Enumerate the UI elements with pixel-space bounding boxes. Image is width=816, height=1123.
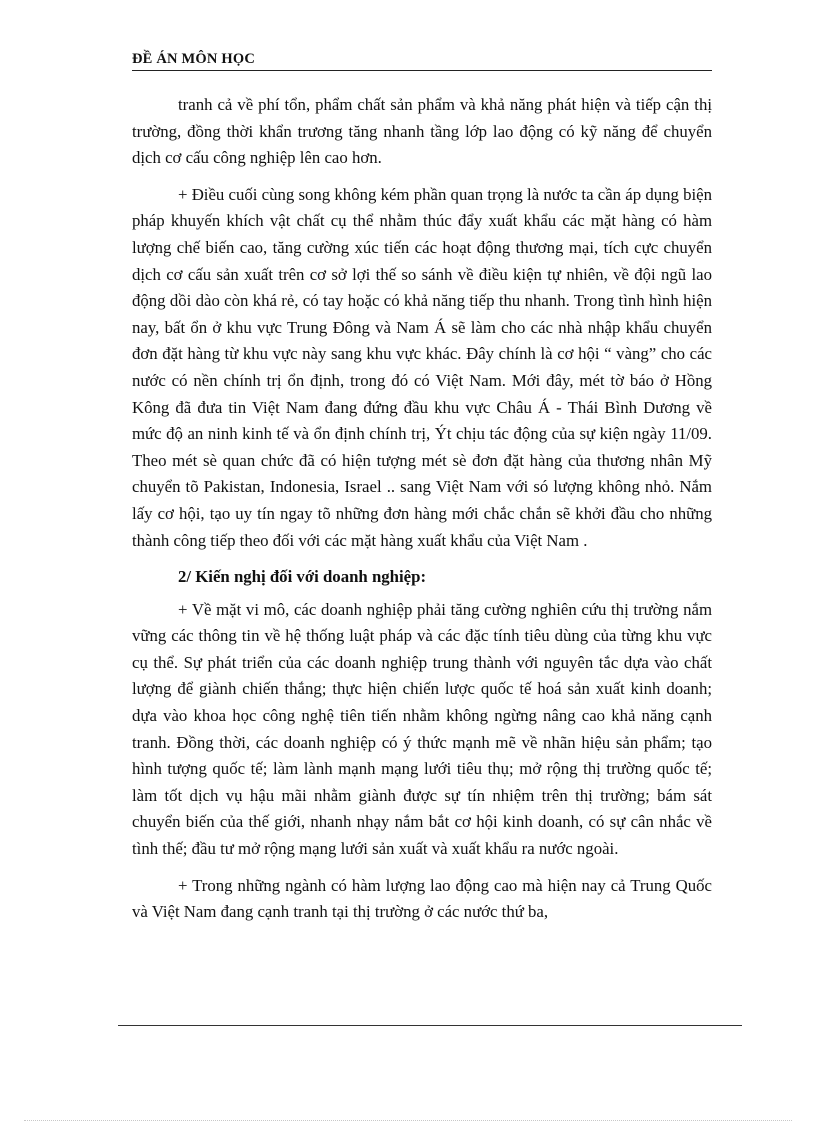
paragraph-continuation: tranh cả về phí tổn, phẩm chất sản phẩm và khả năng phát hiện và tiếp cận thị trường, đồng thời khẩn trương tăng nhanh tầng lớp lao động có kỹ năng để chuyển dịch cơ cấu công nghiệp lên cao hơn.	[132, 95, 712, 168]
page-header	[132, 48, 712, 71]
footer-rule	[118, 1025, 742, 1026]
document-body	[132, 92, 712, 936]
document-title: ĐỀ ÁN MÔN HỌC	[132, 51, 256, 67]
paragraph-micro-level: + Về mặt vi mô, các doanh nghiệp phải tăng cường nghiên cứu thị trường nắm vững các thông tin về hệ thống luật pháp và các đặc tính tiêu dùng của từng khu vực cụ thể. Sự phát triển của các doanh nghiệp trung thành với nguyên tắc dựa vào chất lượng để giành chiến thắng; thực hiện chiến lược quốc tế hoá sản xuất kinh doanh; dựa vào khoa học công nghệ tiên tiến nhằm không ngừng nâng cao khả năng cạnh tranh. Đồng thời, các doanh nghiệp có ý thức mạnh mẽ về nhãn hiệu sản phẩm; tạo hình tượng quốc tế; làm lành mạnh mạng lưới tiêu thụ; mở rộng thị trường quốc tế; làm tốt dịch vụ hậu mãi nhằm giành được sự tín nhiệm trên thị trường; bám sát chuyển biến của thế giới, nhanh nhạy nắm bắt cơ hội kinh doanh, có sự cân nhắc về tình thế; đầu tư mở rộng mạng lưới sản xuất và xuất khẩu ra nước ngoài.	[132, 599, 712, 859]
paragraph-export-incentives: + Điều cuối cùng song không kém phần quan trọng là nước ta cần áp dụng biện pháp khuyến khích vật chất cụ thể nhằm thúc đẩy xuất khẩu các mặt hàng có hàm lượng chế biến cao, tăng cường xúc tiến các hoạt động thương mại, tích cực chuyển dịch cơ cấu sản xuất trên cơ sở lợi thế so sánh về điều kiện tự nhiên, về đội ngũ lao động dồi dào còn khá rẻ, có tay hoặc có khả năng tiếp thu nhanh. Trong tình hình hiện nay, bất ổn ở khu vực Trung Đông và Nam Á sẽ làm cho các nhà nhập khẩu chuyển đơn đặt hàng từ khu vực này sang khu vực khác. Đây chính là cơ hội “ vàng” cho các nước có nền chính trị ổn định, trong đó có Việt Nam. Mới đây, mét tờ báo ở Hồng Kông đã đưa tin Việt Nam đang đứng đầu khu vực Châu Á - Thái Bình Dương về mức độ an ninh kinh tế và ổn định chính trị, Ýt chịu tác động của sự kiện ngày 11/09. Theo mét sè quan chức đã có hiện tượng mét sè đơn đặt hàng của thương nhân Mỹ chuyển tõ Pakistan, Indonesia, Israel .. sang Việt Nam với só lượng không nhỏ. Nắm lấy cơ hội, tạo uy tín ngay tõ những đơn hàng mới chắc chắn sẽ khởi đầu cho những thành công tiếp theo đối với các mặt hàng xuất khẩu của Việt Nam .	[132, 184, 712, 550]
section-heading-enterprise-recommendations: 2/ Kiến nghị đối với doanh nghiệp:	[178, 567, 427, 587]
paragraph-labor-intensive: + Trong những ngành có hàm lượng lao động cao mà hiện nay cả Trung Quốc và Việt Nam đang cạnh tranh tại thị trường ở các nước thứ ba,	[132, 875, 712, 922]
page-boundary	[24, 1120, 792, 1121]
